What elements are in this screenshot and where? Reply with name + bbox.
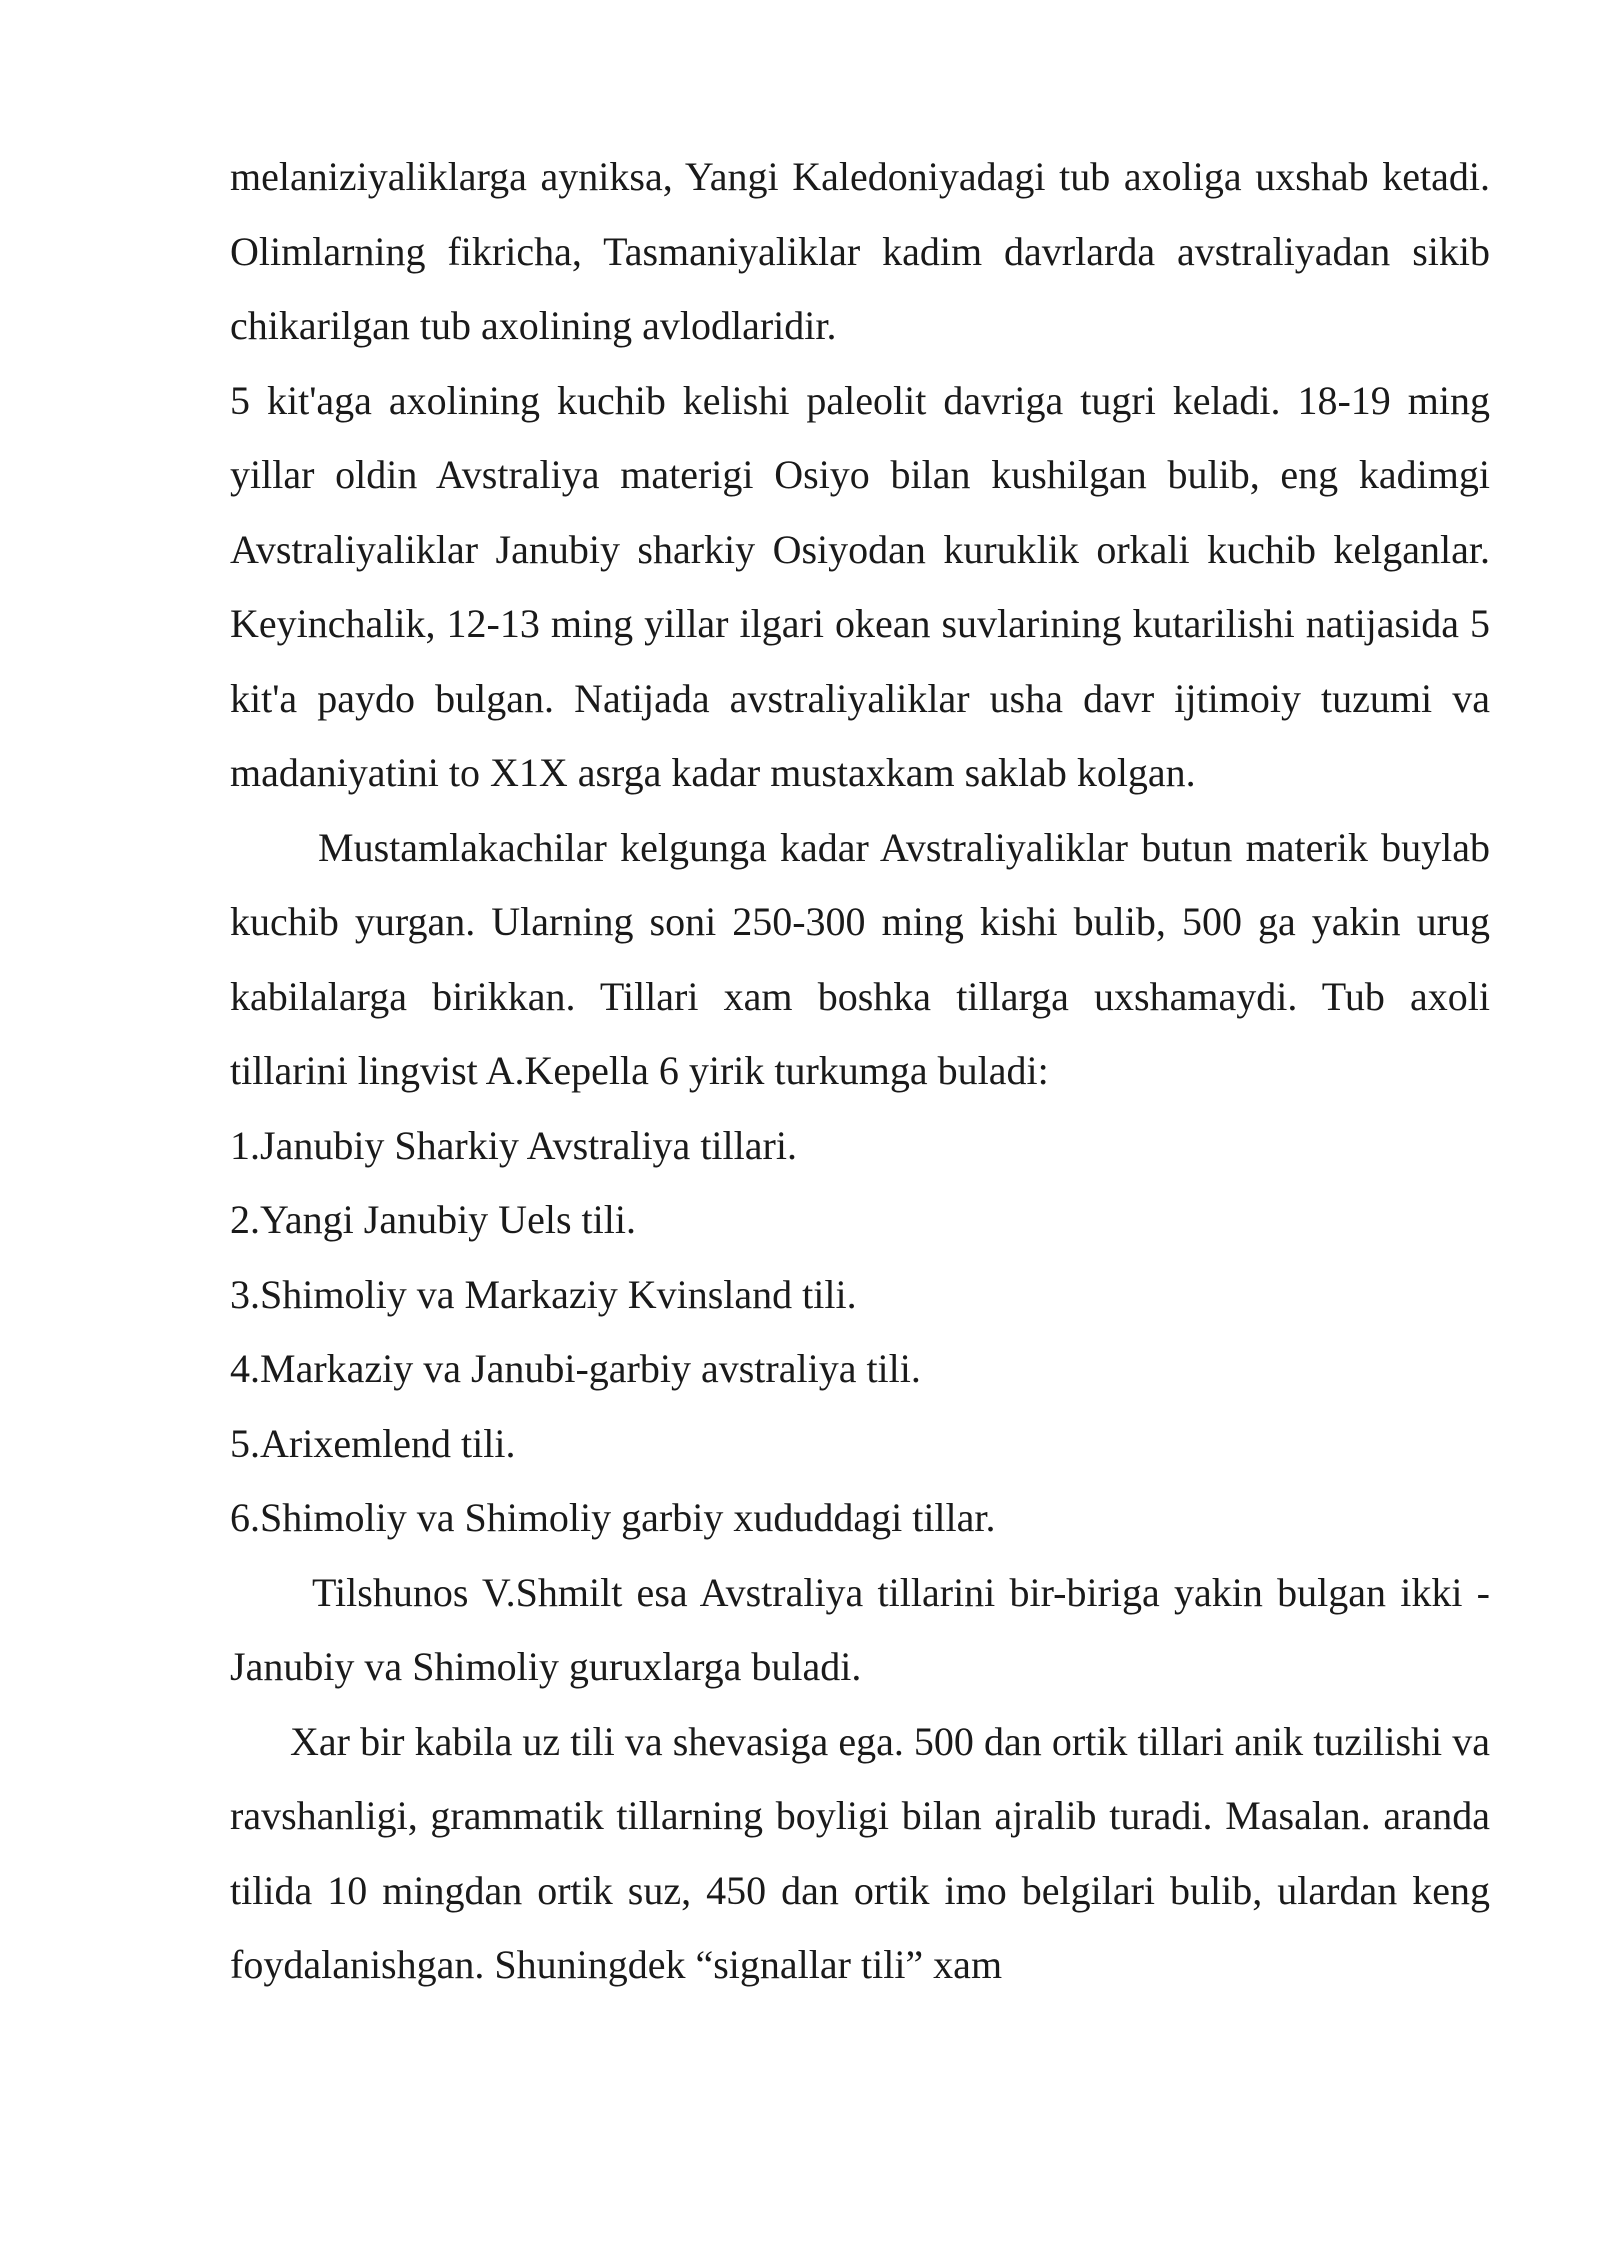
paragraph-tasmanians: melaniziyaliklarga ayniksa, Yangi Kaledoniyadagi tub axoliga uxshab ketadi. Olimlarning fikricha, Tasmaniyaliklar kadim davrlarda avstraliyadan sikib chikarilgan tub axolining avlodlaridir.	[230, 154, 1490, 348]
list-item: 2.Yangi Janubiy Uels tili.	[230, 1197, 636, 1242]
paragraph-shmilt: Tilshunos V.Shmilt esa Avstraliya tillarini bir-biriga yakin bulgan ikki - Janubiy va Shimoliy guruxlarga buladi.	[230, 1569, 1490, 1689]
paragraph-population: Mustamlakachilar kelgunga kadar Avstraliyaliklar butun materik buylab kuchib yurgan. Ularning soni 250-300 ming kishi bulib, 500 ga yakin urug kabilalarga birikkan. Tillari xam boshka tillarga uxshamaydi. Tub axoli tillarini lingvist A.Kepella 6 yirik turkumga buladi:	[230, 824, 1490, 1093]
list-item: 6.Shimoliy va Shimoliy garbiy xududdagi tillar.	[230, 1495, 996, 1540]
list-item: 4.Markaziy va Janubi-garbiy avstraliya tili.	[230, 1346, 921, 1391]
paragraph-languages: Xar bir kabila uz tili va shevasiga ega. 500 dan ortik tillari anik tuzilishi va ravshanligi, grammatik tillarning boyligi bilan ajralib turadi. Masalan. aranda tilida 10 mingdan ortik suz, 450 dan ortik imo belgilari bulib, ulardan keng foydalanishgan. Shuningdek “signallar tili” xam	[230, 1718, 1490, 1987]
list-item: 1.Janubiy Sharkiy Avstraliya tillari.	[230, 1122, 797, 1168]
list-item: 3.Shimoliy va Markaziy Kvinsland tili.	[230, 1271, 857, 1317]
paragraph-settlement: 5 kit'aga axolining kuchib kelishi paleolit davriga tugri keladi. 18-19 ming yillar oldin Avstraliya materigi Osiyo bilan kushilgan bulib, eng kadimgi Avstraliyaliklar Janubiy sharkiy Osiyodan kuruklik orkali kuchib kelganlar. Keyinchalik, 12-13 ming yillar ilgari okean suvlarining kutarilishi natijasida 5 kit'a paydo bulgan. Natijada avstraliyaliklar usha davr ijtimoiy tuzumi va madaniyatini to X1X asrga kadar mustaxkam saklab kolgan.	[230, 377, 1490, 795]
document-page	[230, 140, 1490, 2003]
list-item: 5.Arixemlend tili.	[230, 1420, 516, 1466]
